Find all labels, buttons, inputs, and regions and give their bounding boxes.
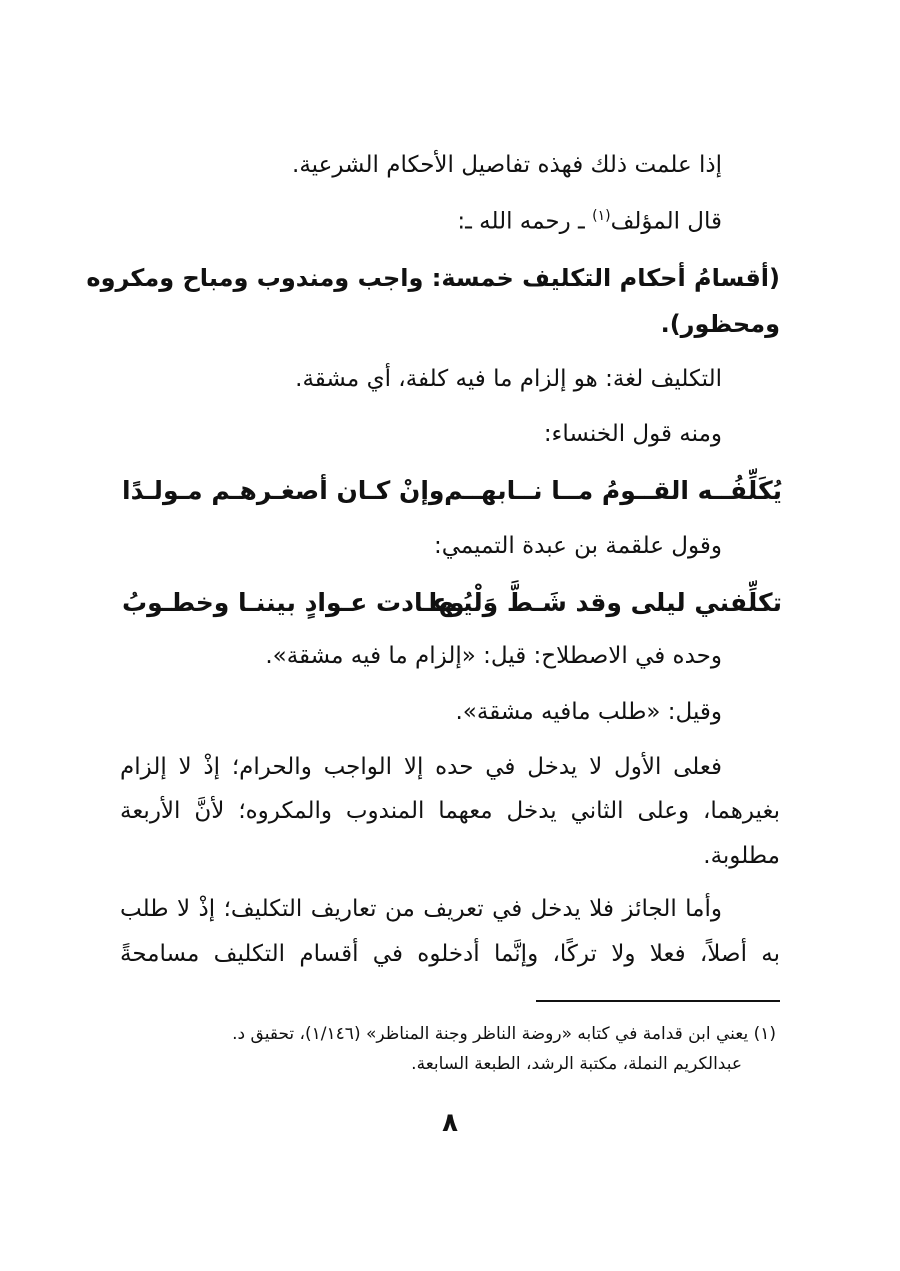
paragraph-line: ومنه قول الخنساء: <box>543 421 722 447</box>
matn-line: (أقسامُ أحكام التكليف خمسة: واجب ومندوب ومباح ومكروه <box>86 264 780 292</box>
paragraph-line: وقيل: «طلب مافيه مشقة». <box>455 699 722 725</box>
verse-hemistich-right: يُكَلِّفُــه القــومُ مــا نــابهــم <box>444 476 782 505</box>
paragraph-line: بغيرهما، وعلى الثاني يدخل معهما المندوب والمكروه؛ لأنَّ الأربعة <box>120 798 780 824</box>
footnote-line: (١) يعني ابن قدامة في كتابه «روضة الناظر وجنة المناظر» (١/١٤٦)، تحقيق د. <box>232 1024 776 1044</box>
matn-line: ومحظور). <box>660 310 780 338</box>
paragraph-line: فعلى الأول لا يدخل في حده إلا الواجب والحرام؛ إذْ لا إلزام <box>120 754 722 780</box>
paragraph-line: وحده في الاصطلاح: قيل: «إلزام ما فيه مشقة». <box>265 643 722 669</box>
author-suffix: ـ رحمه الله ـ: <box>457 208 593 235</box>
paragraph-line: التكليف لغة: هو إلزام ما فيه كلفة، أي مشقة. <box>295 366 722 392</box>
author-label: قال المؤلف <box>610 208 722 235</box>
paragraph-line: وقول علقمة بن عبدة التميمي: <box>433 533 722 559</box>
footnote-ref: (١) <box>592 208 611 224</box>
paragraph-line: إذا علمت ذلك فهذه تفاصيل الأحكام الشرعية. <box>292 152 722 178</box>
author-heading <box>120 208 722 236</box>
paragraph-line: وأما الجائز فلا يدخل في تعريف من تعاريف التكليف؛ إذْ لا طلب <box>120 896 722 922</box>
paragraph-line: به أصلاً، فعلا ولا تركًا، وإنَّما أدخلوه في أقسام التكليف مسامحةً <box>120 941 780 967</box>
verse-hemistich-right: تكلِّفني ليلى وقد شَـطَّ وَلْيُـها <box>428 588 782 617</box>
footnote-line: عبدالكريم النملة، مكتبة الرشد، الطبعة السابعة. <box>411 1054 742 1074</box>
footnote-separator <box>536 1000 780 1002</box>
paragraph-line: مطلوبة. <box>703 843 780 869</box>
verse-hemistich-left: وعـادت عـوادٍ بيننـا وخطـوبُ <box>122 588 465 617</box>
verse-hemistich-left: وإنْ كـان أصغـرهـم مـولـدًا <box>122 476 445 505</box>
page-number: ٨ <box>442 1108 458 1138</box>
